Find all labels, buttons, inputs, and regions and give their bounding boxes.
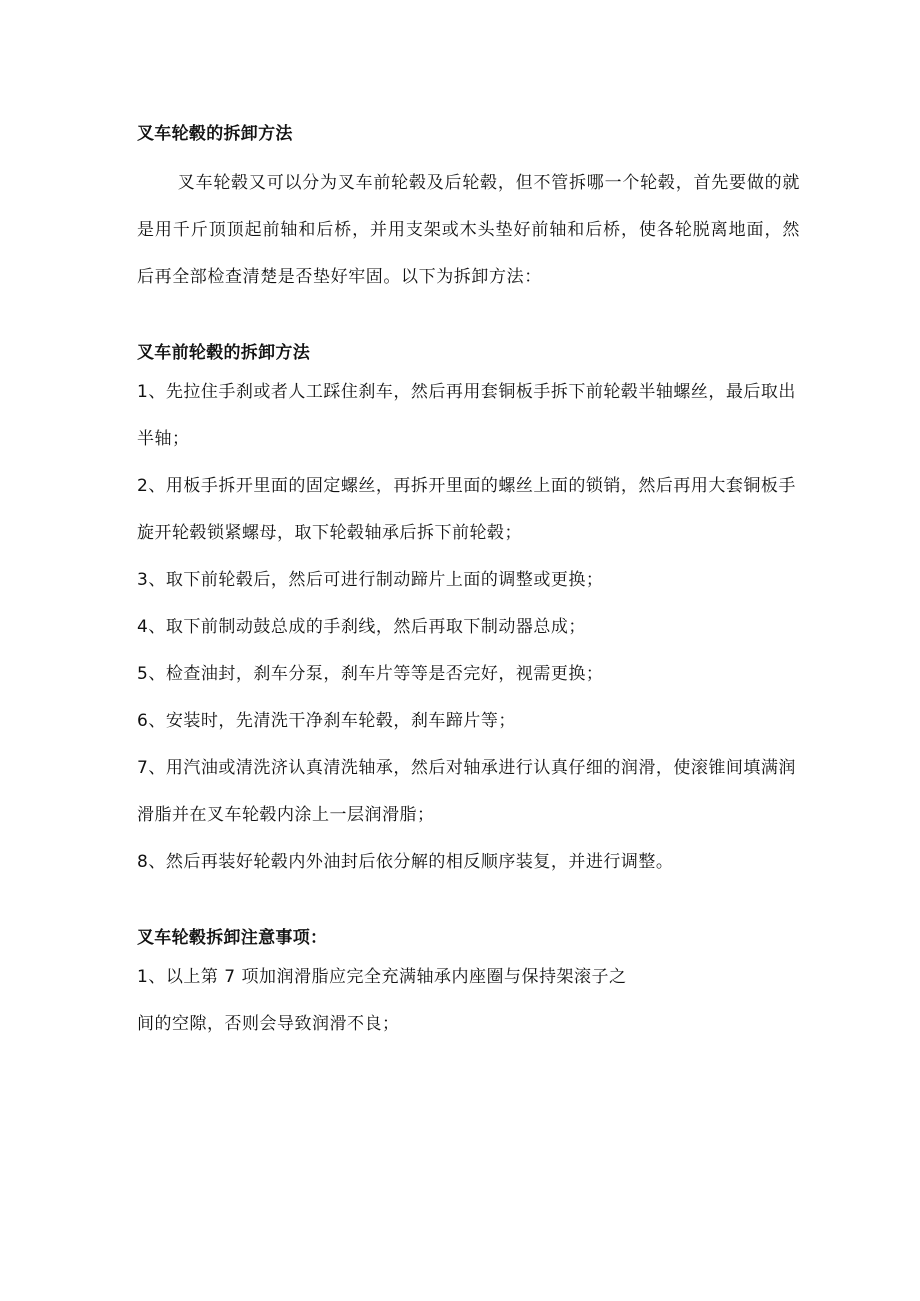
section-title-front-hub-removal: 叉车前轮毂的拆卸方法 (137, 343, 310, 363)
list-item: 2、用板手拆开里面的固定螺丝，再拆开里面的螺丝上面的锁销，然后再用大套铜板手旋开轮毂锁紧螺母，取下轮毂轴承后拆下前轮毂； (137, 476, 796, 543)
section-title-precautions: 叉车轮毂拆卸注意事项： (137, 928, 328, 948)
list-item: 1、以上第 7 项加润滑脂应完全充满轴承内座圈与保持架滚子之间的空隙，否则会导致润滑不良； (137, 967, 627, 1034)
front-hub-steps-list (137, 369, 800, 886)
intro-paragraph: 叉车轮毂又可以分为叉车前轮毂及后轮毂，但不管拆哪一个轮毂，首先要做的就是用千斤顶顶起前轴和后桥，并用支架或木头垫好前轴和后桥，使各轮脱离地面，然后再全部检查清楚是否垫好牢固。以下为拆卸方法： (137, 173, 800, 287)
list-item: 7、用汽油或清洗济认真清洗轴承，然后对轴承进行认真仔细的润滑，使滚锥间填满润滑脂并在叉车轮毂内涂上一层润滑脂； (137, 758, 796, 825)
list-item: 8、然后再装好轮毂内外油封后依分解的相反顺序装复，并进行调整。 (137, 852, 674, 872)
list-item: 4、取下前制动鼓总成的手刹线，然后再取下制动器总成； (137, 617, 586, 637)
section-title-hub-removal: 叉车轮毂的拆卸方法 (137, 124, 293, 144)
list-item: 3、取下前轮毂后，然后可进行制动蹄片上面的调整或更换； (137, 570, 604, 590)
precautions-list (137, 954, 800, 1048)
list-item: 5、检查油封，刹车分泵，刹车片等等是否完好，视需更换； (137, 664, 604, 684)
list-item: 6、安装时，先清洗干净刹车轮毂，刹车蹄片等； (137, 711, 516, 731)
list-item: 1、先拉住手刹或者人工踩住刹车，然后再用套铜板手拆下前轮毂半轴螺丝，最后取出半轴； (137, 382, 796, 449)
